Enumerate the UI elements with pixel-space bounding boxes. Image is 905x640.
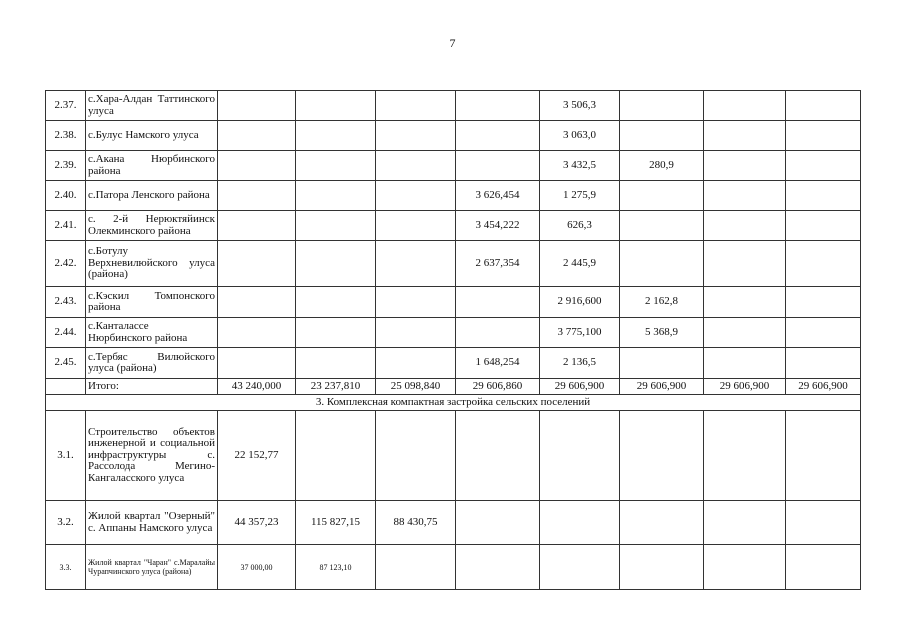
value-cell: 88 430,75 <box>376 501 456 545</box>
total-value: 29 606,900 <box>620 379 704 395</box>
row-name: с.Хара-Алдан Таттинского улуса <box>86 91 218 121</box>
row-name: с.Ботулу Верхневилюйского улуса (района) <box>86 241 218 287</box>
value-cell <box>704 411 786 501</box>
value-cell <box>218 151 296 181</box>
row-name: с. 2-й Нерюктяйинск Олекминского района <box>86 211 218 241</box>
value-cell: 2 136,5 <box>540 348 620 379</box>
total-value: 25 098,840 <box>376 379 456 395</box>
table-row <box>46 501 861 545</box>
value-cell <box>296 121 376 151</box>
value-cell: 3 775,100 <box>540 318 620 348</box>
total-value: 29 606,900 <box>540 379 620 395</box>
table-row <box>46 545 861 590</box>
table-row <box>46 411 861 501</box>
row-number: 2.42. <box>46 241 86 287</box>
row-number: 3.1. <box>46 411 86 501</box>
value-cell <box>376 181 456 211</box>
value-cell: 1 648,254 <box>456 348 540 379</box>
row-number: 2.43. <box>46 287 86 318</box>
value-cell <box>704 318 786 348</box>
value-cell: 2 916,600 <box>540 287 620 318</box>
value-cell <box>620 181 704 211</box>
value-cell <box>296 287 376 318</box>
table-row <box>46 348 861 379</box>
row-number: 2.45. <box>46 348 86 379</box>
value-cell <box>218 287 296 318</box>
value-cell <box>376 318 456 348</box>
table-row <box>46 318 861 348</box>
value-cell <box>704 181 786 211</box>
budget-table <box>45 90 861 590</box>
value-cell <box>704 91 786 121</box>
value-cell: 3 063,0 <box>540 121 620 151</box>
table-row <box>46 287 861 318</box>
value-cell <box>456 501 540 545</box>
value-cell <box>376 121 456 151</box>
value-cell <box>786 318 861 348</box>
section-title: 3. Комплексная компактная застройка сельских поселений <box>46 395 861 411</box>
value-cell <box>786 348 861 379</box>
value-cell: 2 637,354 <box>456 241 540 287</box>
table-body <box>46 91 861 590</box>
value-cell <box>218 91 296 121</box>
total-row <box>46 379 861 395</box>
row-number: 2.44. <box>46 318 86 348</box>
value-cell: 3 626,454 <box>456 181 540 211</box>
value-cell <box>620 241 704 287</box>
row-name: с.Патора Ленского района <box>86 181 218 211</box>
value-cell <box>376 241 456 287</box>
value-cell <box>704 211 786 241</box>
value-cell <box>704 241 786 287</box>
value-cell <box>620 91 704 121</box>
value-cell: 2 445,9 <box>540 241 620 287</box>
value-cell <box>456 411 540 501</box>
value-cell <box>786 121 861 151</box>
value-cell <box>456 151 540 181</box>
table-row <box>46 91 861 121</box>
value-cell: 37 000,00 <box>218 545 296 590</box>
value-cell <box>218 181 296 211</box>
row-number: 2.41. <box>46 211 86 241</box>
table-row <box>46 241 861 287</box>
value-cell <box>218 211 296 241</box>
value-cell <box>456 121 540 151</box>
value-cell: 3 432,5 <box>540 151 620 181</box>
table-row <box>46 211 861 241</box>
section-header-row <box>46 395 861 411</box>
row-name: с.Канталассе Нюрбинского района <box>86 318 218 348</box>
value-cell <box>620 121 704 151</box>
value-cell <box>376 91 456 121</box>
value-cell <box>376 287 456 318</box>
value-cell: 115 827,15 <box>296 501 376 545</box>
value-cell <box>786 181 861 211</box>
value-cell <box>296 181 376 211</box>
row-number: 2.38. <box>46 121 86 151</box>
value-cell: 3 506,3 <box>540 91 620 121</box>
value-cell: 626,3 <box>540 211 620 241</box>
table-row <box>46 151 861 181</box>
row-name: с.Тербяс Вилюйского улуса (района) <box>86 348 218 379</box>
value-cell <box>620 501 704 545</box>
table-row <box>46 181 861 211</box>
value-cell <box>296 151 376 181</box>
total-value: 29 606,900 <box>786 379 861 395</box>
value-cell <box>296 91 376 121</box>
row-number: 2.37. <box>46 91 86 121</box>
value-cell: 22 152,77 <box>218 411 296 501</box>
value-cell <box>296 211 376 241</box>
row-name: Строительство объектов инженерной и социальной инфраструктуры с. Рассолода Мегино-Кангаласского улуса <box>86 411 218 501</box>
value-cell: 44 357,23 <box>218 501 296 545</box>
value-cell <box>376 211 456 241</box>
value-cell <box>456 318 540 348</box>
value-cell <box>218 121 296 151</box>
row-number: 2.39. <box>46 151 86 181</box>
value-cell <box>704 287 786 318</box>
value-cell: 87 123,10 <box>296 545 376 590</box>
value-cell <box>376 151 456 181</box>
value-cell <box>620 211 704 241</box>
total-label: Итого: <box>86 379 218 395</box>
value-cell <box>786 411 861 501</box>
value-cell <box>218 318 296 348</box>
value-cell <box>540 501 620 545</box>
value-cell <box>786 241 861 287</box>
row-name: с.Булус Намского улуса <box>86 121 218 151</box>
value-cell <box>218 348 296 379</box>
value-cell: 280,9 <box>620 151 704 181</box>
value-cell <box>786 151 861 181</box>
row-number: 2.40. <box>46 181 86 211</box>
value-cell: 2 162,8 <box>620 287 704 318</box>
page-number: 7 <box>449 36 456 50</box>
total-value: 23 237,810 <box>296 379 376 395</box>
value-cell <box>376 348 456 379</box>
total-value: 43 240,000 <box>218 379 296 395</box>
value-cell <box>786 287 861 318</box>
value-cell <box>704 121 786 151</box>
value-cell <box>704 545 786 590</box>
total-value: 29 606,900 <box>704 379 786 395</box>
value-cell <box>218 241 296 287</box>
value-cell <box>620 348 704 379</box>
value-cell <box>620 545 704 590</box>
value-cell <box>786 501 861 545</box>
row-name: с.Кэскил Томпонского района <box>86 287 218 318</box>
value-cell <box>296 241 376 287</box>
value-cell: 3 454,222 <box>456 211 540 241</box>
value-cell <box>296 348 376 379</box>
value-cell <box>456 287 540 318</box>
value-cell: 1 275,9 <box>540 181 620 211</box>
value-cell <box>704 151 786 181</box>
value-cell <box>620 411 704 501</box>
table-row <box>46 121 861 151</box>
value-cell <box>540 411 620 501</box>
value-cell <box>376 545 456 590</box>
value-cell <box>704 501 786 545</box>
row-name: с.Акана Нюрбинского района <box>86 151 218 181</box>
row-number: 3.3. <box>46 545 86 590</box>
value-cell <box>786 211 861 241</box>
value-cell <box>540 545 620 590</box>
value-cell <box>786 545 861 590</box>
value-cell: 5 368,9 <box>620 318 704 348</box>
value-cell <box>786 91 861 121</box>
row-number: 3.2. <box>46 501 86 545</box>
value-cell <box>456 545 540 590</box>
row-name: Жилой квартал "Озерный" с. Аппаны Намского улуса <box>86 501 218 545</box>
value-cell <box>296 411 376 501</box>
value-cell <box>704 348 786 379</box>
value-cell <box>376 411 456 501</box>
row-name: Жилой квартал "Чаран" с.Маралайы Чурапчинского улуса (района) <box>86 545 218 590</box>
value-cell <box>296 318 376 348</box>
total-number-cell <box>46 379 86 395</box>
total-value: 29 606,860 <box>456 379 540 395</box>
value-cell <box>456 91 540 121</box>
